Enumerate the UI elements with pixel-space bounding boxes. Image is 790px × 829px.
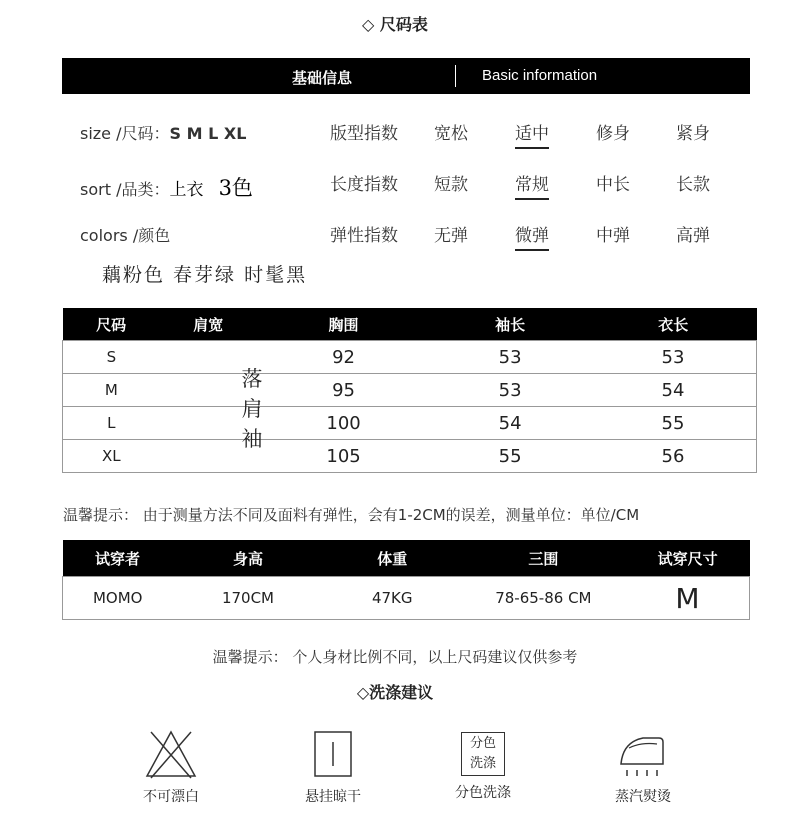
table-cell: 47KG bbox=[324, 577, 461, 620]
table-cell: 92 bbox=[257, 341, 431, 374]
column-header: 试穿尺寸 bbox=[626, 540, 750, 577]
index-option: 修身 bbox=[596, 124, 630, 144]
column-header: 三围 bbox=[461, 540, 626, 577]
column-header: 肩宽 bbox=[160, 308, 257, 341]
table-cell: 54 bbox=[430, 407, 590, 440]
table-cell: 78-65-86 CM bbox=[461, 577, 626, 620]
index-option: 宽松 bbox=[434, 124, 468, 144]
table-cell: 95 bbox=[257, 374, 431, 407]
icon-text: 洗涤 bbox=[469, 756, 496, 771]
size-label: size /尺码： bbox=[80, 124, 170, 143]
index-option: 长款 bbox=[676, 175, 710, 195]
basic-info-cn: 基础信息 bbox=[292, 69, 353, 87]
column-header: 试穿者 bbox=[63, 540, 173, 577]
sort-extra: 3色 bbox=[218, 176, 253, 200]
no-bleach-icon bbox=[143, 728, 199, 780]
column-header: 体重 bbox=[324, 540, 461, 577]
page-title: ◇ 尺码表 bbox=[362, 15, 428, 34]
shoulder-note-char: 袖 bbox=[241, 427, 263, 451]
icon-text: 分色 bbox=[469, 736, 496, 751]
table-row bbox=[63, 440, 757, 473]
index-option: 短款 bbox=[434, 175, 468, 195]
size-info bbox=[80, 121, 246, 144]
table-cell: 54 bbox=[590, 374, 757, 407]
table-cell: 170CM bbox=[172, 577, 323, 620]
column-header: 身高 bbox=[172, 540, 323, 577]
colors-value: 藕粉色 春芽绿 时髦黑 bbox=[102, 264, 308, 286]
table-cell: XL bbox=[63, 440, 160, 473]
sort-value: 上衣 bbox=[169, 180, 204, 200]
table-cell: 53 bbox=[430, 374, 590, 407]
index-name: 版型指数 bbox=[330, 124, 398, 144]
index-option: 高弹 bbox=[676, 226, 710, 246]
table-row bbox=[63, 374, 757, 407]
table-cell: 53 bbox=[430, 341, 590, 374]
index-option: 中弹 bbox=[596, 226, 630, 246]
index-option: 无弹 bbox=[434, 226, 468, 246]
hang-dry-icon bbox=[305, 728, 361, 780]
table-cell: 53 bbox=[590, 341, 757, 374]
index-option-selected: 常规 bbox=[515, 170, 549, 200]
index-option: 紧身 bbox=[676, 124, 710, 144]
basic-info-en: Basic information bbox=[482, 67, 598, 84]
shoulder-note bbox=[232, 364, 272, 454]
care-steam-iron bbox=[588, 728, 698, 806]
wash-title: ◇洗涤建议 bbox=[356, 683, 434, 702]
colors-label: colors /颜色 bbox=[80, 226, 171, 245]
care-label: 分色洗涤 bbox=[455, 785, 511, 801]
care-label: 悬挂晾干 bbox=[305, 789, 361, 805]
table-cell: L bbox=[63, 407, 160, 440]
steam-iron-icon bbox=[613, 728, 673, 780]
size-tip: 温馨提示： 个人身材比例不同，以上尺码建议仅供参考 bbox=[212, 648, 578, 666]
column-header: 衣长 bbox=[590, 308, 757, 341]
shoulder-note-char: 肩 bbox=[241, 397, 263, 421]
care-label: 不可漂白 bbox=[143, 789, 199, 805]
table-row bbox=[63, 341, 757, 374]
table-cell: 100 bbox=[257, 407, 431, 440]
table-cell: 105 bbox=[257, 440, 431, 473]
model-table bbox=[62, 540, 750, 620]
divider bbox=[455, 65, 456, 87]
index-option: 中长 bbox=[596, 175, 630, 195]
sort-info bbox=[80, 172, 253, 202]
basic-info-bar bbox=[62, 58, 750, 94]
care-no-bleach bbox=[116, 728, 226, 806]
column-header: 胸围 bbox=[257, 308, 431, 341]
table-cell: 55 bbox=[590, 407, 757, 440]
sort-label: sort /品类： bbox=[80, 180, 170, 199]
size-table bbox=[62, 308, 757, 473]
index-name: 长度指数 bbox=[330, 175, 398, 195]
size-table-header bbox=[63, 308, 757, 341]
care-label: 蒸汽熨烫 bbox=[615, 789, 671, 805]
table-cell: M bbox=[63, 374, 160, 407]
table-row bbox=[63, 407, 757, 440]
size-value: S M L XL bbox=[169, 124, 247, 143]
measurement-tip: 温馨提示： 由于测量方法不同及面料有弹性，会有1-2CM的误差，测量单位：单位/CM bbox=[63, 506, 640, 524]
care-separate-wash bbox=[428, 728, 538, 802]
separate-wash-icon bbox=[461, 732, 505, 776]
column-header: 袖长 bbox=[430, 308, 590, 341]
index-option-selected: 微弹 bbox=[515, 221, 549, 251]
table-cell: 55 bbox=[430, 440, 590, 473]
model-row bbox=[63, 577, 750, 620]
index-option-selected: 适中 bbox=[515, 119, 549, 149]
shoulder-note-char: 落 bbox=[241, 367, 263, 391]
table-cell: MOMO bbox=[63, 577, 173, 620]
table-cell: 56 bbox=[590, 440, 757, 473]
column-header: 尺码 bbox=[63, 308, 160, 341]
model-table-header bbox=[63, 540, 750, 577]
care-hang-dry bbox=[278, 728, 388, 806]
index-name: 弹性指数 bbox=[330, 226, 398, 246]
table-cell: M bbox=[626, 577, 750, 620]
table-cell: S bbox=[63, 341, 160, 374]
